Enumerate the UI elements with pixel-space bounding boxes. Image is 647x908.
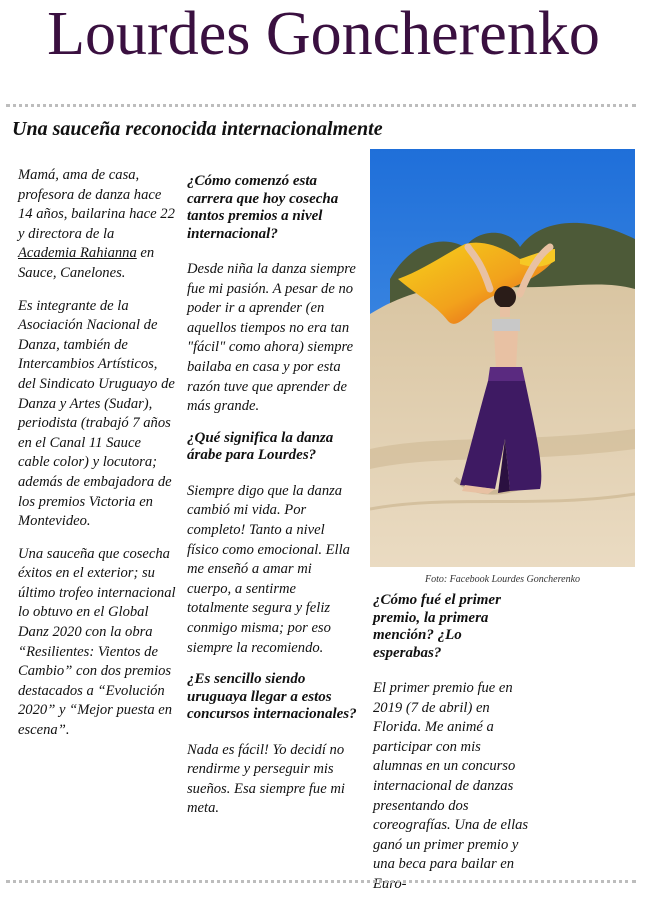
page-title: Lourdes Goncherenko xyxy=(47,0,600,68)
intro-text: Mamá, ama de casa, profesora de danza hace 14 años, bailarina hace 22 y directora de la xyxy=(18,167,175,242)
column-2 xyxy=(187,173,357,832)
question-first-prize: ¿Cómo fué el primer premio, la primera mención? ¿Lo esperabas? xyxy=(373,592,501,661)
answer-first-prize: El primer premio fue en 2019 (7 de abril) en Florida. Me animé a participar con mis alumnas en un concurso internacional de danzas presentando dos coreografías. Una de ellas ganó un primer premio y una beca para bailar en Euro- xyxy=(373,680,529,892)
achievements-paragraph: Una sauceña que cosecha éxitos en el exterior; su último trofeo internacional lo obtuvo en el Global Danz 2020 con la obra “Resilientes: Vientos de Cambio” con dos premios destacados a “Evolución 2020” y “Mejor puesta en escena”. xyxy=(18,545,176,739)
bottom-divider xyxy=(6,880,636,883)
intro-tail: en Sauce, Canelones. xyxy=(18,245,155,281)
column-3 xyxy=(373,592,533,908)
column-1 xyxy=(18,166,176,754)
membership-paragraph: Es integrante de la Asociación Nacional de Danza, también de Intercambios Artísticos, del Sindicato Uruguayo de Danza y Artes (Sudar), periodista (trabajó 7 años en el Canal 11 Sauce cable color) y locutora; además de embajadora de los premios Victoria en Montevideo. xyxy=(18,297,175,530)
dancer-photo xyxy=(370,149,635,567)
question-career: ¿Cómo comenzó esta carrera que hoy cosecha tantos premios a nivel internacional? xyxy=(187,173,339,242)
answer-career: Desde niña la danza siempre fue mi pasión. A pesar de no poder ir a aprender (en aquellos tiempos no era tan "fácil" como ahora) siempre bailaba en casa y por esta razón tuve que aprender de más grande. xyxy=(187,261,356,415)
answer-arab-dance: Siempre digo que la danza cambió mi vida. Por completo! Tanto a nivel físico como emocional. Ella me enseñó a amar mi cuerpo, a sentirme totalmente segura y feliz conmigo misma; por eso siempre la recomiendo. xyxy=(187,482,350,656)
question-uruguay: ¿Es sencillo siendo uruguaya llegar a estos concursos internacionales? xyxy=(187,671,357,723)
top-divider xyxy=(6,104,636,107)
answer-uruguay: Nada es fácil! Yo decidí no rendirme y perseguir mis sueños. Esa siempre fue mi meta. xyxy=(187,741,345,817)
article-subtitle: Una sauceña reconocida internacionalmente xyxy=(12,118,383,140)
intro-paragraph xyxy=(18,166,176,284)
academy-link[interactable]: Academia Rahianna xyxy=(18,245,137,262)
photo-caption: Foto: Facebook Lourdes Goncherenko xyxy=(424,574,581,585)
question-arab-dance: ¿Qué significa la danza árabe para Lourdes? xyxy=(187,429,334,464)
